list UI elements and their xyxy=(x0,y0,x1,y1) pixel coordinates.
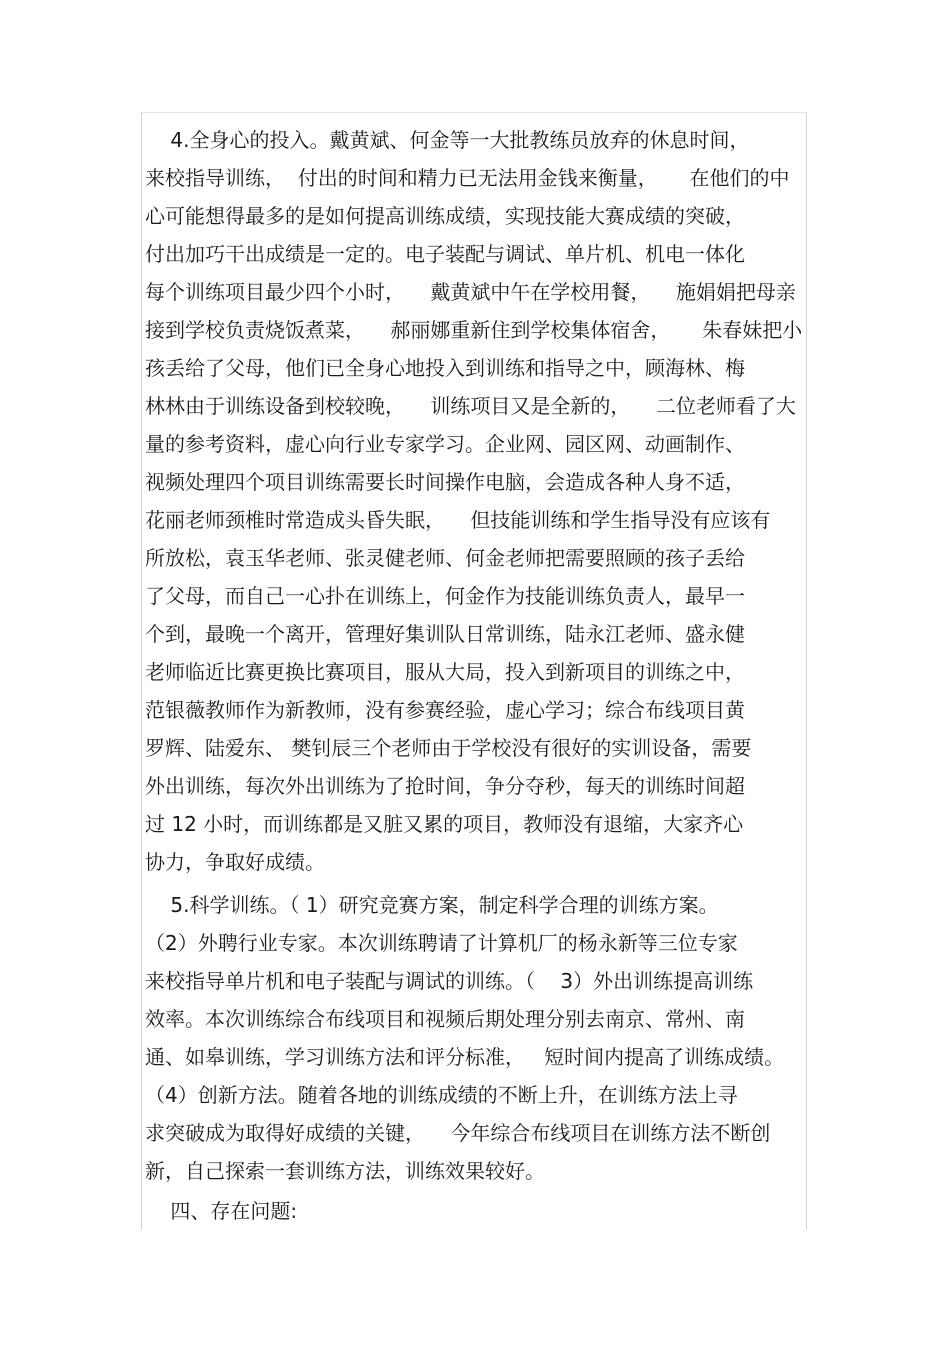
page-top-border xyxy=(141,112,807,113)
text-line: 每个训练项目最少四个小时， 戴黄斌中午在学校用餐， 施娟娟把母亲 xyxy=(145,280,796,304)
text-line: 所放松，袁玉华老师、张灵健老师、何金老师把需要照顾的孩子丢给 xyxy=(145,546,745,570)
text-line: 老师临近比赛更换比赛项目，服从大局，投入到新项目的训练之中， xyxy=(145,660,745,684)
text-line: 外出训练，每次外出训练为了抢时间，争分夺秒，每天的训练时间超 xyxy=(145,774,745,798)
text-line: 林林由于训练设备到校较晚， 训练项目又是全新的， 二位老师看了大 xyxy=(145,394,796,418)
text-line: 量的参考资料，虚心向行业专家学习。企业网、园区网、动画制作、 xyxy=(145,432,745,456)
text-line: （4）创新方法。随着各地的训练成绩的不断上升，在训练方法上寻 xyxy=(145,1083,738,1107)
text-line: 了父母，而自己一心扑在训练上，何金作为技能训练负责人，最早一 xyxy=(145,584,745,608)
text-line: 求突破成为取得好成绩的关键， 今年综合布线项目在训练方法不断创 xyxy=(145,1121,771,1145)
text-line: 通、如皋训练，学习训练方法和评分标准， 短时间内提高了训练成绩。 xyxy=(145,1045,785,1069)
page-left-border xyxy=(141,112,142,1230)
text-line: （2）外聘行业专家。本次训练聘请了计算机厂的杨永新等三位专家 xyxy=(145,931,738,955)
text-line: 来校指导训练， 付出的时间和精力已无法用金钱来衡量， 在他们的中 xyxy=(145,166,790,190)
section-heading: 四、存在问题: xyxy=(145,1199,298,1223)
text-line: 4.全身心的投入。戴黄斌、何金等一大批教练员放弃的休息时间， xyxy=(145,128,750,152)
text-line: 罗辉、陆爱东、 樊钊辰三个老师由于学校没有很好的实训设备，需要 xyxy=(145,736,752,760)
text-line: 来校指导单片机和电子装配与调试的训练。（ 3）外出训练提高训练 xyxy=(145,969,754,993)
text-line: 心可能想得最多的是如何提高训练成绩，实现技能大赛成绩的突破， xyxy=(145,204,745,228)
text-line: 花丽老师颈椎时常造成头昏失眠， 但技能训练和学生指导没有应该有 xyxy=(145,508,771,532)
text-line: 孩丢给了父母，他们已全身心地投入到训练和指导之中，顾海林、梅 xyxy=(145,356,745,380)
text-line: 范银薇教师作为新教师，没有参赛经验，虚心学习；综合布线项目黄 xyxy=(145,698,745,722)
text-line: 过 12 小时，而训练都是又脏又累的项目，教师没有退缩，大家齐心 xyxy=(145,812,744,836)
text-line: 接到学校负责烧饭煮菜， 郝丽娜重新住到学校集体宿舍， 朱春妹把小 xyxy=(145,318,803,342)
text-line: 协力，争取好成绩。 xyxy=(145,850,325,874)
text-line: 视频处理四个项目训练需要长时间操作电脑，会造成各种人身不适， xyxy=(145,470,745,494)
text-line: 新，自己探索一套训练方法，训练效果较好。 xyxy=(145,1159,545,1183)
page-right-border xyxy=(806,112,807,1230)
text-line: 个到，最晚一个离开，管理好集训队日常训练，陆永江老师、盛永健 xyxy=(145,622,745,646)
text-line: 效率。本次训练综合布线项目和视频后期处理分别去南京、常州、南 xyxy=(145,1007,745,1031)
text-line: 5.科学训练。（ 1）研究竞赛方案，制定科学合理的训练方案。 xyxy=(145,893,719,917)
text-line: 付出加巧干出成绩是一定的。电子装配与调试、单片机、机电一体化 xyxy=(145,242,745,266)
